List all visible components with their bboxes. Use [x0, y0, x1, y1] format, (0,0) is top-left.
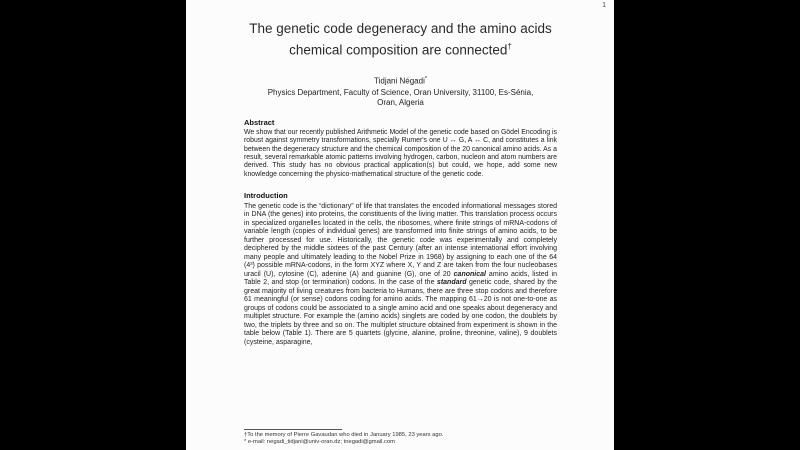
title-dagger-mark: † — [507, 41, 512, 51]
abstract-heading: Abstract — [244, 118, 275, 128]
footnote-rule — [244, 429, 342, 430]
author-block — [244, 74, 557, 109]
introduction-text-1: The genetic code is the “dictionary” of life that translates the encoded informational messages stored in DNA (the genes) into proteins, the constituents of the living matter. This translation process occurs in specialized organelles located in the cells, the ribosomes, where finite strings of mRNA-codons of variable length (copies of individual genes) are transformed into finite strings of amino acids, to be further processed for use. Historically, the genetic code was experimentally and completely deciphered by the middle sixtees of the past Century (after an intense international effort involving many people and ultimately leading to the Nobel Prize in 1968) by assigning to each one of the 64 (4³) possible mRNA-codons, in the form XYZ where X, Y and Z are taken from the four nucleobases uracil (U), cytosine (C), adenine (A) and guanine (G), one of 20 — [244, 202, 557, 278]
introduction-text-2: amino acids, listed in Table 2, and stop (or termination) codons. In the case of the — [244, 270, 558, 287]
paper-title — [244, 20, 557, 59]
introduction-paragraph — [244, 203, 557, 348]
author-asterisk-mark: * — [424, 75, 427, 82]
introduction-emphasis-standard: standard — [436, 279, 467, 287]
introduction-text-3: genetic code, shared by the great majority of living creatures from bacteria to Humans, there are three stop codons and therefore 61 meaningful (or sense) codons coding for amino acids. The mapping 61→20 is not one-to-one as groups of codons could be associated to a single amino acid and one speaks about degeneracy and multiplet structure. For example the (amino acids) singlets are coded by one codon, the doublets by two, the triplets by three and so on. The multiplet structure obtained from experiment is shown in the table below (Table 1). There are 5 quartets (glycine, alanine, proline, threonine, valine), 9 doublets (cysteine, asparagine, — [244, 279, 557, 346]
affiliation-line-2: Oran, Algeria — [377, 98, 424, 108]
introduction-heading: Introduction — [244, 190, 288, 200]
introduction-emphasis-canonical: canonical — [453, 270, 486, 278]
introduction-section — [244, 191, 557, 348]
footnote-dedication: †To the memory of Pierre Gavaudan who died in January 1985, 23 years ago. — [244, 431, 444, 438]
footnote-email: * e-mail: negadi_tidjani@univ-oran.dz; tnegadi@gmail.com — [244, 438, 395, 445]
footnotes — [244, 426, 557, 446]
author-name-text: Tidjani Négadi — [374, 76, 425, 86]
author-name — [244, 74, 557, 87]
page-content — [186, 0, 614, 347]
page-number: 1 — [602, 2, 606, 9]
abstract-section — [244, 118, 557, 179]
affiliation-line-1: Physics Department, Faculty of Science, Oran University, 31100, Es-Sénia, — [267, 88, 534, 98]
abstract-text: We show that our recently published Arithmetic Model of the genetic code based on Gödel Encoding is robust against symmetry transformations, specially Rumer's one U ↔ G, A ↔ C, and constitutes a link between the degeneracy structure and the chemical composition of the 20 canonical amino acids. As a result, several remarkable atomic patterns involving hydrogen, carbon, nucleon and atom numbers are derived. This study has no obvious practical application(s) but could, we hope, add some new knowledge concerning the physico-mathematical structure of the genetic code. — [244, 129, 557, 178]
paper-page — [186, 0, 614, 450]
paper-title-text: The genetic code degeneracy and the amino acids chemical composition are connected — [249, 21, 552, 57]
